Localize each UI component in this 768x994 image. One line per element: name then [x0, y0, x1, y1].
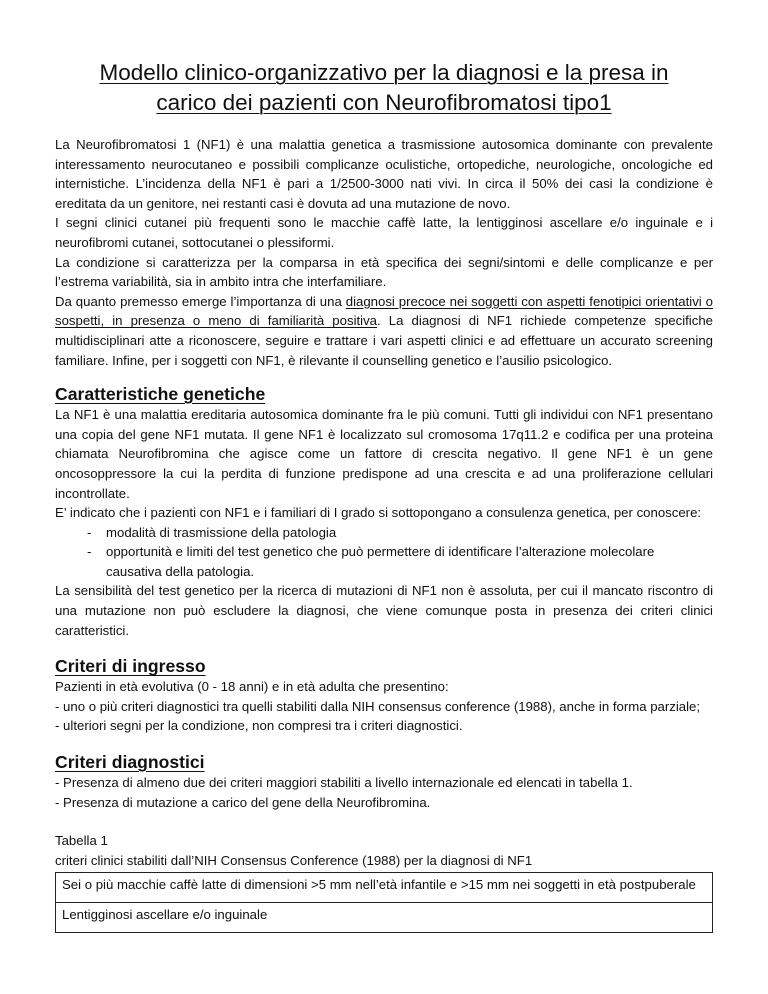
table-caption: criteri clinici stabiliti dall’NIH Consensus Conference (1988) per la diagnosi di NF1 — [55, 852, 533, 868]
intro-p4-lead: Da quanto premesso emerge l’importanza di una — [55, 293, 346, 309]
entry-paragraph-1: Pazienti in età evolutiva (0 - 18 anni) e in età adulta che presentino: — [55, 679, 449, 695]
list-item: - opportunità e limiti del test genetico che può permettere di identificare l’alterazione molecolare causativa della patologia. — [87, 542, 713, 581]
diagnostic-paragraph-2: - Presenza di mutazione a carico del gene della Neurofibromina. — [55, 794, 431, 810]
genetics-heading: Caratteristiche genetiche — [55, 384, 266, 405]
genetics-paragraph-3: La sensibilità del test genetico per la ricerca di mutazioni di NF1 non è assoluta, per cui il mancato riscontro di una mutazione non può escludere la diagnosi, che viene comunque posta in presenza dei criteri clinici caratteristici. — [55, 583, 713, 638]
intro-paragraph-4 — [55, 292, 713, 370]
table-label: Tabella 1 — [55, 833, 108, 849]
counselling-topics-list — [55, 523, 713, 582]
title-line-2: carico dei pazienti con Neurofibromatosi tipo1 — [156, 90, 612, 115]
diagnostic-criteria-heading: Criteri diagnostici — [55, 752, 205, 773]
table-cell: Sei o più macchie caffè latte di dimensioni >5 mm nell’età infantile e >15 mm nei soggetti in età postpuberale — [56, 873, 713, 903]
entry-criteria-heading: Criteri di ingresso — [55, 656, 206, 677]
table-cell: Lentigginosi ascellare e/o inguinale — [56, 903, 713, 933]
intro-paragraph-3: La condizione si caratterizza per la comparsa in età specifica dei segni/sintomi e delle complicanze e per l’estrema variabilità, sia in ambito intra che interfamiliare. — [55, 254, 713, 290]
list-item: - modalità di trasmissione della patologia — [87, 523, 713, 543]
entry-paragraph-2: - uno o più criteri diagnostici tra quelli stabiliti dalla NIH consensus conference (1988), anche in forma parziale; — [55, 698, 701, 714]
criteria-table — [55, 872, 713, 932]
intro-p4-rest: . La diagnosi di NF1 richiede competenze specifiche multidisciplinari atte a riconoscere, seguire e trattare i vari aspetti clinici e ad effettuare un accurato screening familiare. Infine, per i soggetti con NF1, è rilevante il counselling genetico e l’ausilio psicologico. — [55, 313, 713, 368]
intro-section — [55, 135, 713, 370]
table-row — [56, 903, 713, 933]
genetics-paragraph-1: La NF1 è una malattia ereditaria autosomica dominante fra le più comuni. Tutti gli individui con NF1 presentano una copia del gene NF1 mutata. Il gene NF1 è localizzato sul cromosoma 17q11.2 e codifica per una proteina chiamata Neurofibromina che agisce come un fattore di crescita negativo. Il gene NF1 è un gene oncosoppressore la cui la perdita di funzione predispone ad una crescita e ad una proliferazione cellulari incontrollate. — [55, 407, 713, 501]
table-row — [56, 873, 713, 903]
diagnostic-paragraph-1: - Presenza di almeno due dei criteri maggiori stabiliti a livello internazionale ed elencati in tabella 1. — [55, 775, 633, 791]
entry-paragraph-3: - ulteriori segni per la condizione, non compresi tra i criteri diagnostici. — [55, 718, 463, 734]
document-title — [55, 58, 713, 118]
intro-paragraph-2: I segni clinici cutanei più frequenti sono le macchie caffè latte, la lentigginosi ascellare e/o inguinale e i neurofibromi cutanei, sottocutanei o plessiformi. — [55, 215, 713, 250]
title-line-1: Modello clinico-organizzativo per la diagnosi e la presa in — [99, 60, 669, 85]
intro-paragraph-1: La Neurofibromatosi 1 (NF1) è una malattia genetica a trasmissione autosomica dominante con prevalente interessamento neurocutaneo e possibili complicanze oculistiche, ortopediche, neurologiche, oncologiche ed internistiche. L’incidenza della NF1 è pari a 1/2500-3000 nati vivi. In circa il 50% dei casi la condizione è ereditata da un genitore, nei restanti casi è dovuta ad una mutazione de novo. — [55, 137, 713, 211]
entry-criteria-section — [55, 655, 713, 736]
genetics-paragraph-2: E’ indicato che i pazienti con NF1 e i familiari di I grado si sottopongano a consulenza genetica, per conoscere: — [55, 505, 702, 521]
genetics-section — [55, 383, 713, 640]
diagnostic-criteria-section — [55, 751, 713, 933]
early-diagnosis-emphasis: diagnosi precoce nei soggetti con aspetti fenotipici orientativi o sospetti, in presenza o meno di familiarità positiva — [55, 293, 713, 329]
